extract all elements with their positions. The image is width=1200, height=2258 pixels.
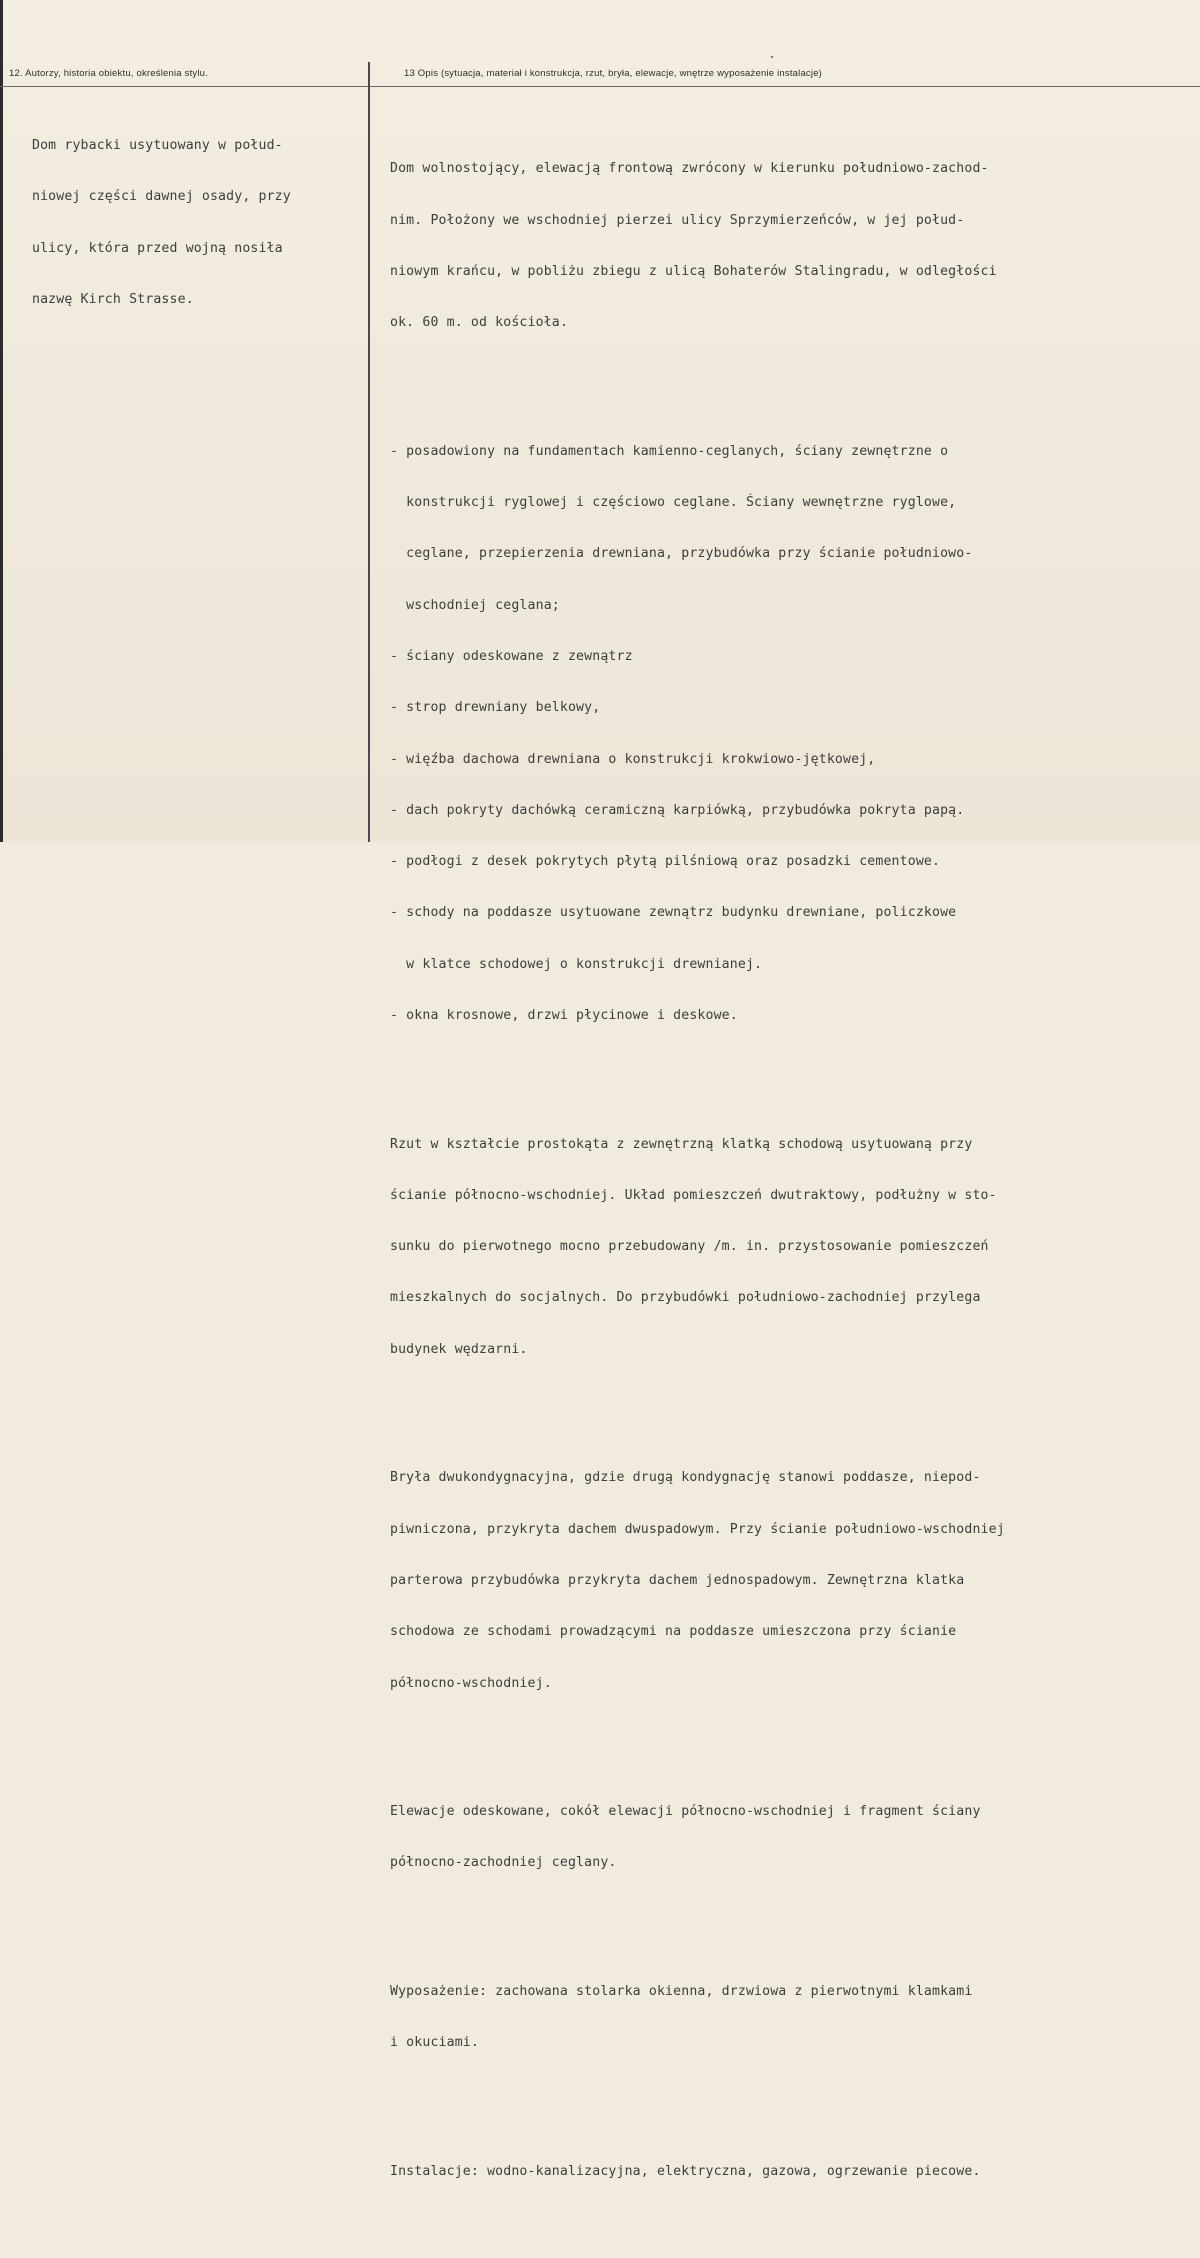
- construction-item: - więźba dachowa drewniana o konstrukcji krokwiowo-jętkowej,: [390, 751, 876, 767]
- plan-line: budynek wędzarni.: [390, 1341, 528, 1357]
- section-13-header: 13 Opis (sytuacja, materiał i konstrukcja, rzut, bryła, elewacje, wnętrze wyposażenie instalacje): [404, 68, 823, 79]
- installations-paragraph: [390, 2129, 1005, 2214]
- elevations-line: Elewacje odeskowane, cokół elewacji północno-wschodniej i fragment ściany: [390, 1804, 981, 1820]
- construction-item: wschodniej ceglana;: [390, 597, 560, 613]
- header-rule: [0, 86, 1200, 87]
- location-line: niowym krańcu, w pobliżu zbiegu z ulicą Bohaterów Stalingradu, w odległości: [390, 263, 997, 279]
- column-divider: [368, 62, 370, 842]
- ink-dot: [771, 56, 773, 58]
- plan-line: sunku do pierwotnego mocno przebudowany /m. in. przystosowanie pomieszczeń: [390, 1239, 989, 1255]
- construction-item: - okna krosnowe, drzwi płycinowe i deskowe.: [390, 1007, 738, 1023]
- location-line: ok. 60 m. od kościoła.: [390, 315, 568, 331]
- location-line: Dom wolnostojący, elewacją frontową zwrócony w kierunku południowo-zachod-: [390, 161, 989, 177]
- construction-item: ceglane, przepierzenia drewniana, przybudówka przy ścianie południowo-: [390, 546, 973, 562]
- section-12-header: 12. Autorzy, historia obiektu, określenia stylu.: [9, 68, 208, 79]
- massing-line: parterowa przybudówka przykryta dachem jednospadowym. Zewnętrzna klatka: [390, 1572, 965, 1588]
- construction-item: - dach pokryty dachówką ceramiczną karpiówką, przybudówka pokryta papą.: [390, 802, 965, 818]
- history-line: niowej części dawnej osady, przy: [32, 189, 291, 205]
- equipment-paragraph: [390, 1949, 1005, 2086]
- page-edge-border: [0, 0, 3, 842]
- history-line: Dom rybacki usytuowany w połud-: [32, 138, 283, 154]
- massing-line: północno-wschodniej.: [390, 1675, 552, 1691]
- construction-item: - schody na poddasze usytuowane zewnątrz budynku drewniane, policzkowe: [390, 905, 957, 921]
- construction-item: - strop drewniany belkowy,: [390, 700, 601, 716]
- massing-line: Bryła dwukondygnacyjna, gdzie drugą kondygnację stanowi poddasze, niepod-: [390, 1470, 981, 1486]
- construction-list: [390, 409, 1005, 1059]
- massing-line: schodowa ze schodami prowadzącymi na poddasze umieszczona przy ścianie: [390, 1624, 957, 1640]
- plan-line: Rzut w kształcie prostokąta z zewnętrzną klatką schodową usytuowaną przy: [390, 1136, 973, 1152]
- massing-paragraph: [390, 1435, 1005, 1726]
- elevations-paragraph: [390, 1769, 1005, 1906]
- plan-line: mieszkalnych do socjalnych. Do przybudówki południowo-zachodniej przylega: [390, 1290, 981, 1306]
- construction-item: - podłogi z desek pokrytych płytą pilśniową oraz posadzki cementowe.: [390, 854, 941, 870]
- history-line: nazwę Kirch Strasse.: [32, 292, 194, 308]
- equipment-line: i okuciami.: [390, 2035, 479, 2051]
- plan-line: ścianie północno-wschodniej. Układ pomieszczeń dwutraktowy, podłużny w sto-: [390, 1187, 997, 1203]
- elevations-line: północno-zachodniej ceglany.: [390, 1855, 617, 1871]
- construction-item: - posadowiony na fundamentach kamienno-ceglanych, ściany zewnętrzne o: [390, 443, 949, 459]
- massing-line: piwniczona, przykryta dachem dwuspadowym. Przy ścianie południowo-wschodniej: [390, 1521, 1005, 1537]
- equipment-line: Wyposażenie: zachowana stolarka okienna, drzwiowa z pierwotnymi klamkami: [390, 1984, 973, 2000]
- construction-item: w klatce schodowej o konstrukcji drewnianej.: [390, 956, 763, 972]
- construction-item: - ściany odeskowane z zewnątrz: [390, 649, 633, 664]
- location-paragraph: [390, 126, 1005, 365]
- location-line: nim. Położony we wschodniej pierzei ulicy Sprzymierzeńców, w jej połud-: [390, 212, 965, 228]
- history-line: ulicy, która przed wojną nosiła: [32, 240, 283, 256]
- construction-item: konstrukcji ryglowej i częściowo ceglane. Ściany wewnętrzne ryglowe,: [390, 495, 957, 511]
- installations-line: Instalacje: wodno-kanalizacyjna, elektryczna, gazowa, ogrzewanie piecowe.: [390, 2164, 981, 2180]
- plan-paragraph: [390, 1101, 1005, 1392]
- description-text: [390, 92, 1005, 2258]
- history-text: [32, 103, 291, 342]
